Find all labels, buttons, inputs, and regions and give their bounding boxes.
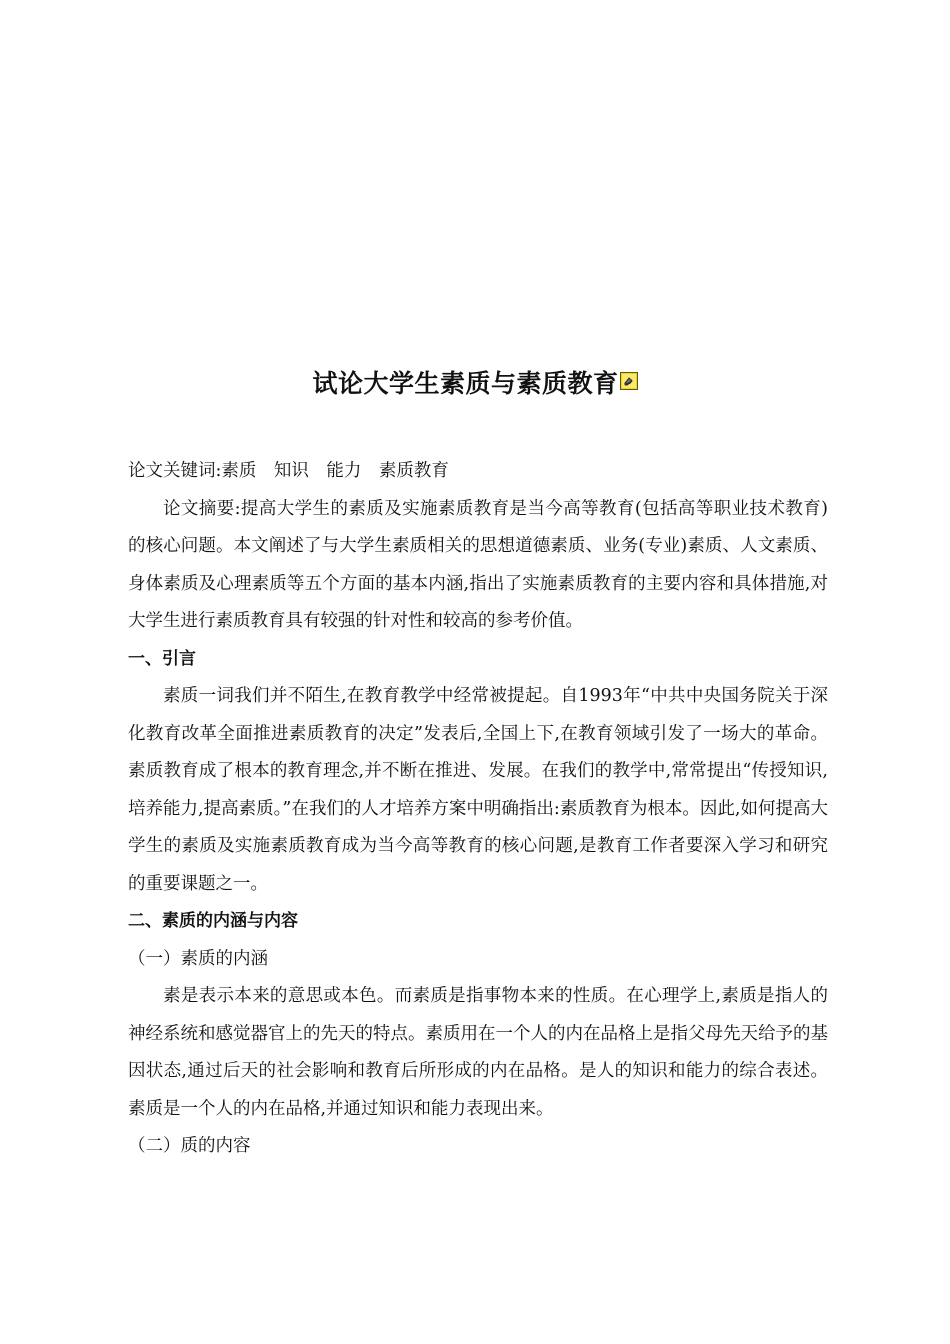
section-heading-introduction: 一、引言 [128,648,196,669]
section-heading-quality: 二、素质的内涵与内容 [128,911,298,931]
title-row [0,364,950,404]
subsection-heading-content: （二）质的内容 [128,1136,251,1156]
connotation-paragraph: 素是表示本来的意思或本色。而素质是指事物本来的性质。在心理学上,素质是指人的神经系统和感觉器官上的先天的特点。素质用在一个人的内在品格上是指父母先天给予的基因状态,通过后天的社会影响和教育后所形成的内在品格。是人的知识和能力的综合表述。素质是一个人的内在品格,并通过知识和能力表现出来。 [128,986,828,1119]
document-title: 试论大学生素质与素质教育 [312,369,619,398]
keywords-line: 论文关键词:素质 知识 能力 素质教育 [128,461,449,481]
document-link-icon[interactable] [620,372,638,390]
abstract-paragraph: 论文摘要:提高大学生的素质及实施素质教育是当今高等教育(包括高等职业技术教育)的核心问题。本文阐述了与大学生素质相关的思想道德素质、业务(专业)素质、人文素质、身体素质及心理素质等五个方面的基本内涵,指出了实施素质教育的主要内容和具体措施,对大学生进行素质教育具有较强的针对性和较高的参考价值。 [128,498,828,631]
document-body [128,453,828,1166]
subsection-heading-connotation: （一）素质的内涵 [128,948,268,969]
introduction-paragraph: 素质一词我们并不陌生,在教育教学中经常被提起。自1993年“中共中央国务院关于深化教育改革全面推进素质教育的决定”发表后,全国上下,在教育领域引发了一场大的革命。素质教育成了根本的教育理念,并不断在推进、发展。在我们的教学中,常常提出“传授知识,培养能力,提高素质。”在我们的人才培养方案中明确指出:素质教育为根本。因此,如何提高大学生的素质及实施素质教育成为当今高等教育的核心问题,是教育工作者要深入学习和研究的重要课题之一。 [128,686,828,894]
